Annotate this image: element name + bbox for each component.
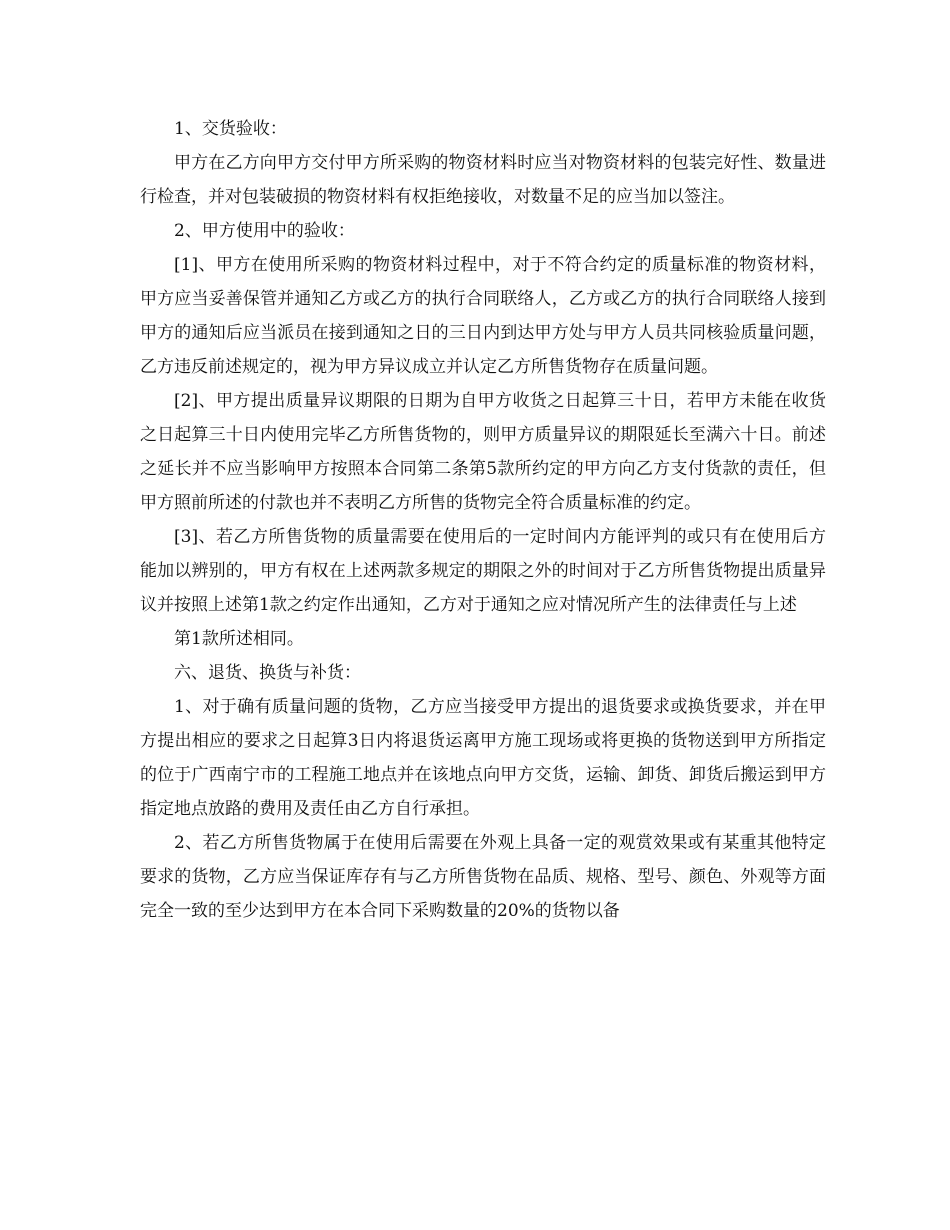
heading-delivery-inspection: 1、交货验收： xyxy=(174,119,287,139)
heading-usage-inspection: 2、甲方使用中的验收： xyxy=(174,221,355,241)
heading-returns-exchanges: 六、退货、换货与补货： xyxy=(174,663,361,683)
paragraph-clause-2: [2]、甲方提出质量异议期限的日期为自甲方收货之日起算三十日，若甲方未能在收货之日起算三十日内使用完毕乙方所售货物的，则甲方质量异议的期限延长至满六十日。前述之延长并不应当影响甲方按照本合同第二条第5款所约定的甲方向乙方支付货款的责任，但甲方照前所述的付款也并不表明乙方所售的货物完全符合质量标准的约定。 xyxy=(140,391,826,513)
paragraph-clause-3: [3]、若乙方所售货物的质量需要在使用后的一定时间内方能评判的或只有在使用后方能加以辨别的，甲方有权在上述两款多规定的期限之外的时间对于乙方所售货物提出质量异议并按照上述第1款之约定作出通知，乙方对于通知之应对情况所产生的法律责任与上述 xyxy=(140,527,826,615)
document-page xyxy=(140,112,826,928)
paragraph-clause-3-continued: 第1款所述相同。 xyxy=(174,629,304,649)
paragraph-returns-1: 1、对于确有质量问题的货物，乙方应当接受甲方提出的退货要求或换货要求，并在甲方提出相应的要求之日起算3日内将退货运离甲方施工现场或将更换的货物送到甲方所指定的位于广西南宁市的工程施工地点并在该地点向甲方交货，运输、卸货、卸货后搬运到甲方指定地点放路的费用及责任由乙方自行承担。 xyxy=(140,697,826,819)
paragraph-clause-1: [1]、甲方在使用所采购的物资材料过程中，对于不符合约定的质量标准的物资材料，甲方应当妥善保管并通知乙方或乙方的执行合同联络人，乙方或乙方的执行合同联络人接到甲方的通知后应当派员在接到通知之日的三日内到达甲方处与甲方人员共同核验质量问题，乙方违反前述规定的，视为甲方异议成立并认定乙方所售货物存在质量问题。 xyxy=(140,255,826,377)
paragraph-returns-2: 2、若乙方所售货物属于在使用后需要在外观上具备一定的观赏效果或有某重其他特定要求的货物，乙方应当保证库存有与乙方所售货物在品质、规格、型号、颜色、外观等方面完全一致的至少达到甲方在本合同下采购数量的20%的货物以备 xyxy=(140,833,826,921)
paragraph-delivery-check: 甲方在乙方向甲方交付甲方所采购的物资材料时应当对物资材料的包装完好性、数量进行检查，并对包装破损的物资材料有权拒绝接收，对数量不足的应当加以签注。 xyxy=(140,153,826,207)
